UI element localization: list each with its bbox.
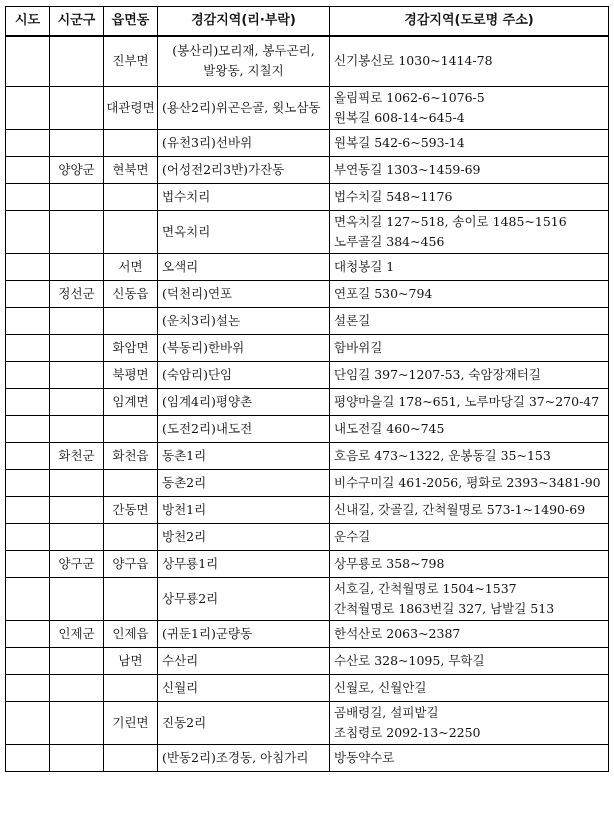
cell-sigungu [50, 253, 104, 280]
cell-sido [6, 647, 50, 674]
cell-area-ri [158, 496, 330, 523]
area-line: (임계4리)평양촌 [162, 393, 253, 409]
road-line: 대청봉길 1 [334, 258, 395, 274]
cell-area-road [330, 183, 609, 210]
cell-sido [6, 496, 50, 523]
road-line: 상무룡로 358~798 [334, 555, 445, 571]
header-sigungu: 시군구 [50, 7, 104, 37]
table-row [6, 253, 609, 280]
area-line: (봉산리)모리재, 봉두곤리, [172, 43, 315, 59]
cell-area-road [330, 388, 609, 415]
road-line: 설론길 [334, 312, 371, 328]
cell-sido [6, 523, 50, 550]
area-line: 방천1리 [162, 501, 207, 517]
cell-sigungu [50, 674, 104, 701]
area-line: (북동리)한바위 [162, 339, 245, 355]
cell-eupmyeondong: 북평면 [104, 361, 158, 388]
cell-eupmyeondong [104, 307, 158, 334]
road-line: 평양마을길 178~651, 노루마당길 37~270-47 [334, 393, 600, 409]
cell-area-ri [158, 183, 330, 210]
cell-sido [6, 210, 50, 253]
area-line: 신월리 [162, 679, 199, 695]
cell-area-ri [158, 334, 330, 361]
area-line: (숙암리)단임 [162, 366, 233, 382]
cell-eupmyeondong: 대관령면 [104, 86, 158, 129]
cell-area-road [330, 620, 609, 647]
cell-eupmyeondong: 서면 [104, 253, 158, 280]
cell-sigungu [50, 415, 104, 442]
road-line: 운수길 [334, 528, 371, 544]
cell-sigungu [50, 307, 104, 334]
cell-area-road [330, 334, 609, 361]
road-line: 조침령로 2092-13~2250 [334, 724, 481, 740]
cell-eupmyeondong: 양구읍 [104, 550, 158, 577]
cell-area-ri [158, 156, 330, 183]
cell-area-road [330, 469, 609, 496]
area-line: (귀둔1리)군량동 [162, 625, 253, 641]
road-line: 노루골길 384~456 [334, 233, 445, 249]
cell-area-ri [158, 577, 330, 620]
reduction-area-table [5, 6, 609, 772]
table-row [6, 183, 609, 210]
cell-sigungu [50, 183, 104, 210]
cell-area-ri [158, 361, 330, 388]
road-line: 간척월명로 1863번길 327, 남발길 513 [334, 600, 555, 616]
cell-sigungu [50, 647, 104, 674]
cell-eupmyeondong [104, 577, 158, 620]
cell-sigungu: 양양군 [50, 156, 104, 183]
cell-area-ri [158, 620, 330, 647]
table-row [6, 415, 609, 442]
cell-area-ri [158, 388, 330, 415]
cell-sido [6, 183, 50, 210]
cell-sido [6, 744, 50, 771]
cell-sigungu [50, 36, 104, 86]
cell-area-road [330, 442, 609, 469]
cell-sido [6, 577, 50, 620]
header-area-ri: 경감지역(리·부락) [158, 7, 330, 37]
cell-area-road [330, 307, 609, 334]
table-row [6, 129, 609, 156]
area-line: (도전2리)내도전 [162, 420, 253, 436]
cell-sigungu [50, 388, 104, 415]
road-line: 올림픽로 1062-6~1076-5 [334, 89, 485, 105]
cell-eupmyeondong [104, 183, 158, 210]
header-sido: 시도 [6, 7, 50, 37]
cell-sido [6, 469, 50, 496]
table-row [6, 647, 609, 674]
cell-area-road [330, 744, 609, 771]
table-row [6, 307, 609, 334]
table-row [6, 334, 609, 361]
cell-eupmyeondong: 현북면 [104, 156, 158, 183]
area-line: (어성전2리3반)가잔동 [162, 161, 285, 177]
cell-eupmyeondong: 진부면 [104, 36, 158, 86]
cell-sigungu: 인제군 [50, 620, 104, 647]
area-line: 오색리 [162, 258, 199, 274]
cell-sigungu: 화천군 [50, 442, 104, 469]
cell-sigungu [50, 523, 104, 550]
cell-area-road [330, 701, 609, 744]
cell-eupmyeondong [104, 674, 158, 701]
area-line: 동촌1리 [162, 447, 207, 463]
header-row [6, 7, 609, 37]
cell-eupmyeondong: 화천읍 [104, 442, 158, 469]
cell-sigungu [50, 469, 104, 496]
cell-area-ri [158, 744, 330, 771]
road-line: 호음로 473~1322, 운봉동길 35~153 [334, 447, 551, 463]
cell-sigungu [50, 86, 104, 129]
road-line: 부연동길 1303~1459-69 [334, 161, 481, 177]
area-line: 면옥치리 [162, 223, 211, 239]
cell-sido [6, 361, 50, 388]
cell-area-ri [158, 36, 330, 86]
road-line: 한석산로 2063~2387 [334, 625, 461, 641]
cell-area-road [330, 129, 609, 156]
road-line: 법수치길 548~1176 [334, 188, 453, 204]
road-line: 함바위길 [334, 339, 383, 355]
table-body [6, 36, 609, 771]
cell-area-road [330, 647, 609, 674]
cell-area-road [330, 523, 609, 550]
cell-sido [6, 550, 50, 577]
table-row [6, 280, 609, 307]
cell-area-ri [158, 674, 330, 701]
road-line: 신내길, 갓골길, 간척월명로 573-1~1490-69 [334, 501, 586, 517]
header-area-road: 경감지역(도로명 주소) [330, 7, 609, 37]
table-row [6, 210, 609, 253]
cell-area-road [330, 280, 609, 307]
road-line: 방동약수로 [334, 749, 395, 765]
cell-eupmyeondong [104, 415, 158, 442]
cell-sigungu: 정선군 [50, 280, 104, 307]
area-line: 상무룡2리 [162, 590, 219, 606]
road-line: 원복길 608-14~645-4 [334, 109, 465, 125]
cell-eupmyeondong: 간동면 [104, 496, 158, 523]
cell-sido [6, 253, 50, 280]
road-line: 곰배령길, 설피밭길 [334, 704, 439, 720]
road-line: 연포길 530~794 [334, 285, 433, 301]
cell-eupmyeondong: 신동읍 [104, 280, 158, 307]
area-line: 진동2리 [162, 714, 207, 730]
cell-sigungu [50, 361, 104, 388]
cell-sido [6, 701, 50, 744]
cell-sigungu [50, 701, 104, 744]
area-line: (반동2리)조경동, 아침가리 [162, 749, 309, 765]
cell-area-ri [158, 307, 330, 334]
cell-area-ri [158, 86, 330, 129]
cell-sido [6, 620, 50, 647]
cell-sigungu: 양구군 [50, 550, 104, 577]
cell-area-road [330, 361, 609, 388]
cell-sigungu [50, 577, 104, 620]
table-row [6, 744, 609, 771]
cell-sido [6, 86, 50, 129]
area-line: 법수치리 [162, 188, 211, 204]
table-row [6, 36, 609, 86]
cell-sigungu [50, 129, 104, 156]
cell-eupmyeondong [104, 523, 158, 550]
table-row [6, 523, 609, 550]
cell-eupmyeondong [104, 129, 158, 156]
cell-sigungu [50, 210, 104, 253]
cell-area-ri [158, 442, 330, 469]
table-row [6, 550, 609, 577]
cell-eupmyeondong [104, 744, 158, 771]
cell-eupmyeondong: 남면 [104, 647, 158, 674]
table-row [6, 361, 609, 388]
cell-sido [6, 156, 50, 183]
cell-area-ri [158, 523, 330, 550]
cell-area-ri [158, 701, 330, 744]
table-row [6, 86, 609, 129]
table-row [6, 620, 609, 647]
area-line: 상무룡1리 [162, 555, 219, 571]
cell-area-road [330, 156, 609, 183]
area-line: 동촌2리 [162, 474, 207, 490]
road-line: 신월로, 신월안길 [334, 679, 427, 695]
area-line: 수산리 [162, 652, 199, 668]
cell-sigungu [50, 496, 104, 523]
area-line: 발왕동, 지칠지 [203, 63, 284, 79]
table-row [6, 577, 609, 620]
cell-sido [6, 674, 50, 701]
cell-sigungu [50, 744, 104, 771]
cell-eupmyeondong: 화암면 [104, 334, 158, 361]
cell-sigungu [50, 334, 104, 361]
table-row [6, 388, 609, 415]
cell-area-road [330, 496, 609, 523]
cell-area-road [330, 210, 609, 253]
cell-area-ri [158, 253, 330, 280]
cell-area-road [330, 674, 609, 701]
cell-eupmyeondong: 인제읍 [104, 620, 158, 647]
area-line: (유천3리)선바위 [162, 134, 253, 150]
cell-area-ri [158, 647, 330, 674]
area-line: (덕천리)연포 [162, 285, 233, 301]
table-row [6, 496, 609, 523]
area-line: (용산2리)위곤은골, 윗노삼동 [162, 99, 321, 115]
cell-area-ri [158, 129, 330, 156]
road-line: 단임길 397~1207-53, 숙암장재터길 [334, 366, 541, 382]
cell-eupmyeondong [104, 469, 158, 496]
cell-sido [6, 388, 50, 415]
cell-area-ri [158, 210, 330, 253]
cell-sido [6, 415, 50, 442]
cell-sido [6, 129, 50, 156]
cell-area-road [330, 86, 609, 129]
cell-area-ri [158, 415, 330, 442]
cell-sido [6, 280, 50, 307]
road-line: 서호길, 간척월명로 1504~1537 [334, 580, 517, 596]
cell-eupmyeondong: 임계면 [104, 388, 158, 415]
road-line: 면옥치길 127~518, 송이로 1485~1516 [334, 213, 567, 229]
road-line: 수산로 328~1095, 무학길 [334, 652, 485, 668]
area-line: (운치3리)설논 [162, 312, 241, 328]
cell-eupmyeondong: 기린면 [104, 701, 158, 744]
table-row [6, 469, 609, 496]
road-line: 신기봉신로 1030~1414-78 [334, 53, 493, 69]
cell-sido [6, 334, 50, 361]
road-line: 원복길 542-6~593-14 [334, 134, 465, 150]
cell-area-road [330, 36, 609, 86]
area-line: 방천2리 [162, 528, 207, 544]
cell-eupmyeondong [104, 210, 158, 253]
road-line: 비수구미길 461-2056, 평화로 2393~3481-90 [334, 474, 601, 490]
cell-area-ri [158, 550, 330, 577]
header-eupmyeondong: 읍면동 [104, 7, 158, 37]
cell-sido [6, 307, 50, 334]
cell-area-ri [158, 469, 330, 496]
table-row [6, 442, 609, 469]
cell-sido [6, 442, 50, 469]
cell-area-ri [158, 280, 330, 307]
cell-area-road [330, 577, 609, 620]
cell-area-road [330, 253, 609, 280]
cell-area-road [330, 550, 609, 577]
table-row [6, 701, 609, 744]
road-line: 내도전길 460~745 [334, 420, 445, 436]
table-row [6, 674, 609, 701]
cell-sido [6, 36, 50, 86]
cell-area-road [330, 415, 609, 442]
table-row [6, 156, 609, 183]
